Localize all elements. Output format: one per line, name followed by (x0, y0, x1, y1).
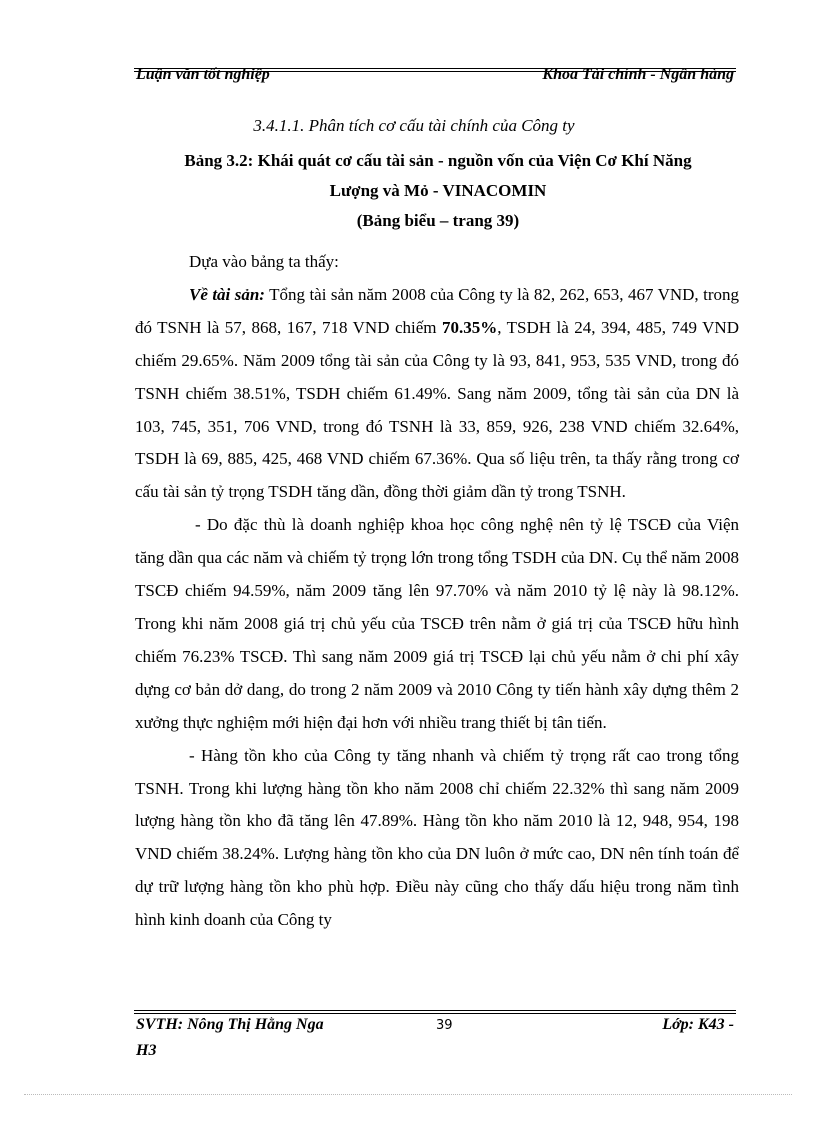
table-title-line2: Lượng và Mỏ - VINACOMIN (329, 181, 547, 200)
assets-label: Về tài sản: (189, 284, 265, 304)
footer-author: SVTH: Nông Thị Hằng Nga (136, 1016, 324, 1033)
assets-bold-percent: 70.35% (442, 317, 498, 337)
intro-paragraph: Dựa vào bảng ta thấy: (189, 252, 339, 271)
inventory-paragraph: - Hàng tồn kho của Công ty tăng nhanh và chiếm tỷ trọng rất cao trong tổng TSNH. Trong khi lượng hàng tồn kho năm 2008 chỉ chiếm 22.32% thì sang năm 2009 lượng hàng tồn kho đã tăng lên 47.89%. Hàng tồn kho năm 2010 là 12, 948, 954, 198 VND chiếm 38.24%. Lượng hàng tồn kho của DN luôn ở mức cao, DN nên tính toán để dự trữ lượng hàng tồn kho phù hợp. Điều này cũng cho thấy dấu hiệu trong năm tình hình kinh doanh của Công ty (135, 745, 739, 930)
footer-class: Lớp: K43 - (662, 1016, 734, 1033)
page-number: 39 (436, 1018, 453, 1033)
body-text (135, 246, 739, 937)
table-title (140, 146, 736, 236)
footer-rule-top (134, 1010, 736, 1011)
page-footer (134, 1010, 736, 1070)
table-title-line1: Bảng 3.2: Khái quát cơ cấu tài sản - nguồn vốn của Viện Cơ Khí Năng (184, 151, 692, 170)
header-right-text: Khoa Tài chính - Ngân hàng (542, 66, 734, 83)
page-header (134, 66, 736, 88)
assets-paragraph: Về tài sản: Tổng tài sản năm 2008 của Công ty là 82, 262, 653, 467 VND, trong đó TSNH là 57, 868, 167, 718 VND chiếm 70.35%, TSDH là 24, 394, 485, 749 VND chiếm 29.65%. Năm 2009 tổng tài sản của Công ty là 93, 841, 953, 535 VND, trong đó TSNH chiếm 38.51%, TSDH chiếm 61.49%. Sang năm 2009, tổng tài sản của DN là 103, 745, 351, 706 VND, trong đó TSNH là 33, 859, 926, 238 VND chiếm 32.64%, TSDH là 69, 885, 425, 468 VND chiếm 67.36%. Qua số liệu trên, ta thấy rằng trong cơ cấu tài sản tỷ trọng TSDH tăng dần, đồng thời giảm dần tỷ trong TSNH. (135, 284, 740, 502)
header-left-text: Luận văn tốt nghiệp (136, 66, 270, 83)
footer-rule-bottom (134, 1013, 736, 1014)
page-bottom-border (24, 1094, 792, 1095)
section-subheading: 3.4.1.1. Phân tích cơ cấu tài chính của Công ty (253, 116, 575, 135)
table-title-line3: (Bảng biểu – trang 39) (356, 211, 520, 230)
footer-class-continued: H3 (136, 1042, 157, 1059)
fixed-assets-paragraph: - Do đặc thù là doanh nghiệp khoa học công nghệ nên tỷ lệ TSCĐ của Viện tăng dần qua các năm và chiếm tỷ trọng lớn trong tổng TSDH của DN. Cụ thể năm 2008 TSCĐ chiếm 94.59%, năm 2009 tăng lên 97.70% và năm 2010 tỷ lệ này là 98.12%. Trong khi năm 2008 giá trị chủ yếu của TSCĐ trên nằm ở giá trị của TSCĐ hữu hình chiếm 76.23% TSCĐ. Thì sang năm 2009 giá trị TSCĐ lại chủ yếu nằm ở chi phí xây dựng cơ bản dở dang, do trong 2 năm 2009 và 2010 Công ty tiến hành xây dựng thêm 2 xưởng thực nghiệm mới hiện đại hơn với nhiều trang thiết bị tân tiến. (135, 515, 739, 732)
